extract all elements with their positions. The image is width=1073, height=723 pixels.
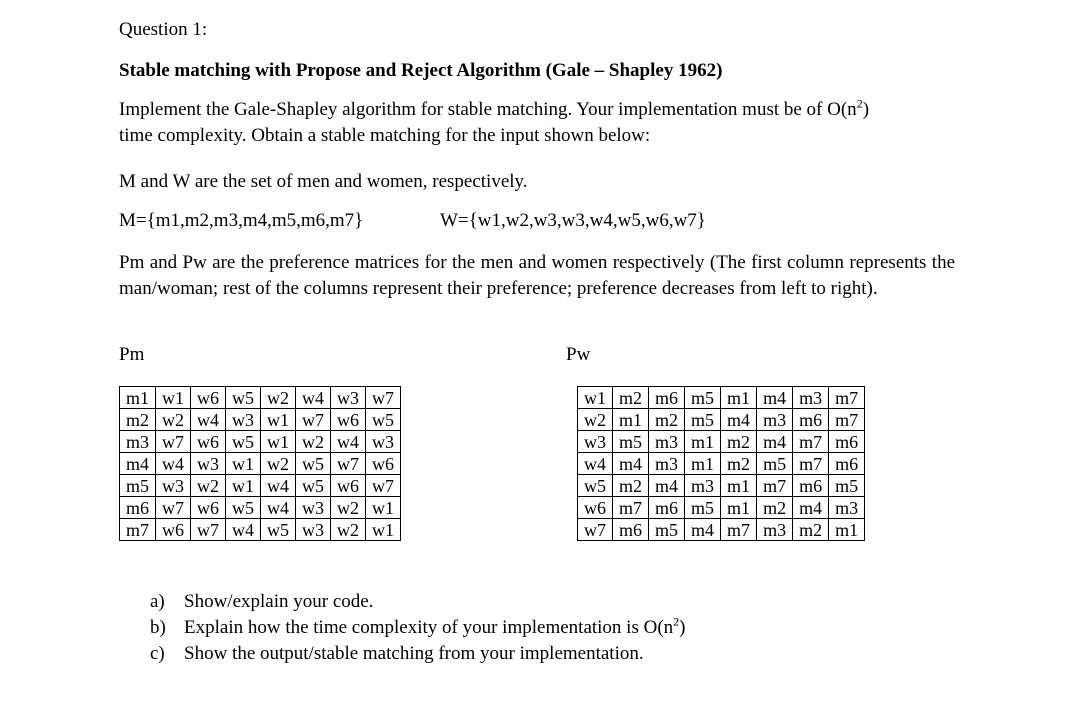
pm-person-cell: m1 [120,387,156,409]
pm-preference-cell: w6 [191,431,226,453]
pm-person-cell: m7 [120,519,156,541]
pw-preference-table [577,386,865,541]
pw-row [578,387,865,409]
pm-person-cell: m6 [120,497,156,519]
pw-preference-cell: m7 [829,409,865,431]
pw-preference-cell: m5 [685,387,721,409]
pm-preference-cell: w1 [366,519,401,541]
pm-preference-cell: w3 [226,409,261,431]
task-text: Show/explain your code. [184,591,374,612]
pm-row [120,497,401,519]
pw-preference-cell: m4 [685,519,721,541]
pm-row [120,387,401,409]
pw-person-cell: w5 [578,475,613,497]
pw-preference-cell: m1 [685,453,721,475]
pm-preference-cell: w4 [191,409,226,431]
pw-person-cell: w4 [578,453,613,475]
pm-preference-cell: w6 [156,519,191,541]
pm-row [120,519,401,541]
pw-preference-cell: m7 [757,475,793,497]
pw-person-cell: w2 [578,409,613,431]
pm-preference-cell: w7 [366,475,401,497]
pm-preference-cell: w6 [191,497,226,519]
intro-paragraph [119,97,869,149]
task-list [150,589,686,667]
pw-row [578,453,865,475]
pw-preference-cell: m3 [685,475,721,497]
pm-preference-cell: w7 [296,409,331,431]
pw-preference-cell: m5 [613,431,649,453]
pm-row [120,409,401,431]
pm-preference-cell: w3 [331,387,366,409]
pm-preference-cell: w4 [296,387,331,409]
pw-preference-cell: m7 [613,497,649,519]
pw-person-cell: w6 [578,497,613,519]
pw-preference-cell: m6 [649,387,685,409]
pm-preference-cell: w7 [191,519,226,541]
task-text-end: ) [679,617,686,638]
task-item [150,641,686,667]
pm-row [120,453,401,475]
pw-preference-cell: m5 [685,409,721,431]
sets-definition [119,208,706,234]
pw-preference-cell: m6 [793,475,829,497]
pw-preference-cell: m2 [613,475,649,497]
pm-preference-cell: w5 [366,409,401,431]
matrices-description: Pm and Pw are the preference matrices for the men and women respectively (The first column represents the man/woman; rest of the columns represent their preference; preference decreases from left to right). [119,252,955,299]
pw-preference-cell: m5 [757,453,793,475]
pw-preference-cell: m1 [613,409,649,431]
pw-preference-cell: m6 [613,519,649,541]
pm-preference-cell: w5 [296,453,331,475]
pm-preference-cell: w2 [156,409,191,431]
pm-preference-cell: w1 [226,475,261,497]
pw-person-cell: w1 [578,387,613,409]
pw-preference-cell: m7 [721,519,757,541]
pm-preference-cell: w1 [261,431,296,453]
question-title: Stable matching with Propose and Reject Algorithm (Gale – Shapley 1962) [119,60,723,81]
pw-preference-cell: m4 [757,387,793,409]
pw-preference-cell: m4 [721,409,757,431]
pw-preference-cell: m5 [685,497,721,519]
pw-preference-cell: m2 [757,497,793,519]
pm-preference-cell: w5 [226,431,261,453]
pw-preference-cell: m2 [721,431,757,453]
pm-preference-cell: w1 [156,387,191,409]
pm-preference-cell: w3 [296,519,331,541]
pw-label: Pw [566,344,591,365]
pw-preference-cell: m6 [649,497,685,519]
pw-preference-cell: m5 [829,475,865,497]
pw-preference-cell: m1 [721,475,757,497]
pm-label: Pm [119,344,145,365]
pm-preference-cell: w1 [226,453,261,475]
pm-preference-cell: w2 [331,519,366,541]
pm-preference-cell: w4 [261,475,296,497]
pm-preference-cell: w3 [296,497,331,519]
pw-preference-cell: m1 [721,387,757,409]
task-item [150,615,686,641]
pw-preference-cell: m7 [829,387,865,409]
pw-preference-cell: m7 [793,431,829,453]
task-item [150,589,686,615]
task-text: Show the output/stable matching from your implementation. [184,643,644,664]
pm-preference-cell: w2 [296,431,331,453]
pm-preference-cell: w5 [226,497,261,519]
pw-row [578,497,865,519]
pw-preference-cell: m3 [757,409,793,431]
pm-preference-cell: w5 [261,519,296,541]
pw-preference-cell: m6 [829,431,865,453]
pm-preference-cell: w7 [156,431,191,453]
task-text: Explain how the time complexity of your implementation is O(n [184,617,674,638]
pw-row [578,431,865,453]
pw-preference-cell: m1 [829,519,865,541]
pw-preference-cell: m3 [649,453,685,475]
pw-preference-cell: m2 [649,409,685,431]
task-marker: a) [150,591,165,612]
intro-line2: time complexity. Obtain a stable matching for the input shown below: [119,125,651,146]
pm-preference-cell: w2 [261,387,296,409]
pw-preference-cell: m4 [793,497,829,519]
pw-row [578,475,865,497]
pw-preference-cell: m4 [757,431,793,453]
pw-preference-cell: m6 [793,409,829,431]
men-set: M={m1,m2,m3,m4,m5,m6,m7} [119,210,364,231]
pm-preference-cell: w5 [296,475,331,497]
pm-person-cell: m3 [120,431,156,453]
pw-preference-cell: m2 [721,453,757,475]
pm-preference-cell: w6 [366,453,401,475]
task-marker: c) [150,643,165,664]
pw-person-cell: w7 [578,519,613,541]
pm-person-cell: m4 [120,453,156,475]
pw-row [578,409,865,431]
pw-preference-cell: m1 [685,431,721,453]
pw-preference-cell: m3 [793,387,829,409]
pm-preference-cell: w7 [156,497,191,519]
pw-preference-cell: m6 [829,453,865,475]
pw-preference-cell: m1 [721,497,757,519]
pm-preference-cell: w7 [331,453,366,475]
pm-preference-cell: w6 [191,387,226,409]
pm-preference-cell: w6 [331,409,366,431]
pw-row [578,519,865,541]
pw-preference-cell: m5 [649,519,685,541]
pm-preference-cell: w2 [331,497,366,519]
pm-preference-cell: w6 [331,475,366,497]
pm-preference-cell: w3 [366,431,401,453]
question-label: Question 1: [119,19,208,40]
pw-preference-cell: m4 [613,453,649,475]
pw-person-cell: w3 [578,431,613,453]
pm-row [120,475,401,497]
pm-person-cell: m2 [120,409,156,431]
task-superscript: 2 [673,614,680,629]
pm-preference-cell: w2 [191,475,226,497]
pm-person-cell: m5 [120,475,156,497]
pm-preference-cell: w2 [261,453,296,475]
pm-preference-cell: w7 [366,387,401,409]
pw-preference-cell: m2 [793,519,829,541]
pm-preference-cell: w4 [226,519,261,541]
pm-preference-cell: w1 [261,409,296,431]
pm-preference-cell: w1 [366,497,401,519]
pm-row [120,431,401,453]
intro-line1: Implement the Gale-Shapley algorithm for stable matching. Your implementation must be of $O(n^2)$ [119,96,870,120]
pw-preference-cell: m3 [649,431,685,453]
pm-preference-cell: w4 [156,453,191,475]
pm-preference-cell: w3 [156,475,191,497]
pm-preference-cell: w5 [226,387,261,409]
task-marker: b) [150,617,166,638]
pw-preference-cell: m7 [793,453,829,475]
sets-description: M and W are the set of men and women, respectively. [119,171,528,192]
pw-preference-cell: m2 [613,387,649,409]
pw-preference-cell: m3 [829,497,865,519]
women-set: W={w1,w2,w3,w3,w4,w5,w6,w7} [440,210,706,231]
pw-preference-cell: m3 [757,519,793,541]
pw-preference-cell: m4 [649,475,685,497]
pm-preference-cell: w3 [191,453,226,475]
pm-preference-cell: w4 [261,497,296,519]
pm-preference-cell: w4 [331,431,366,453]
pm-preference-table [119,386,401,541]
